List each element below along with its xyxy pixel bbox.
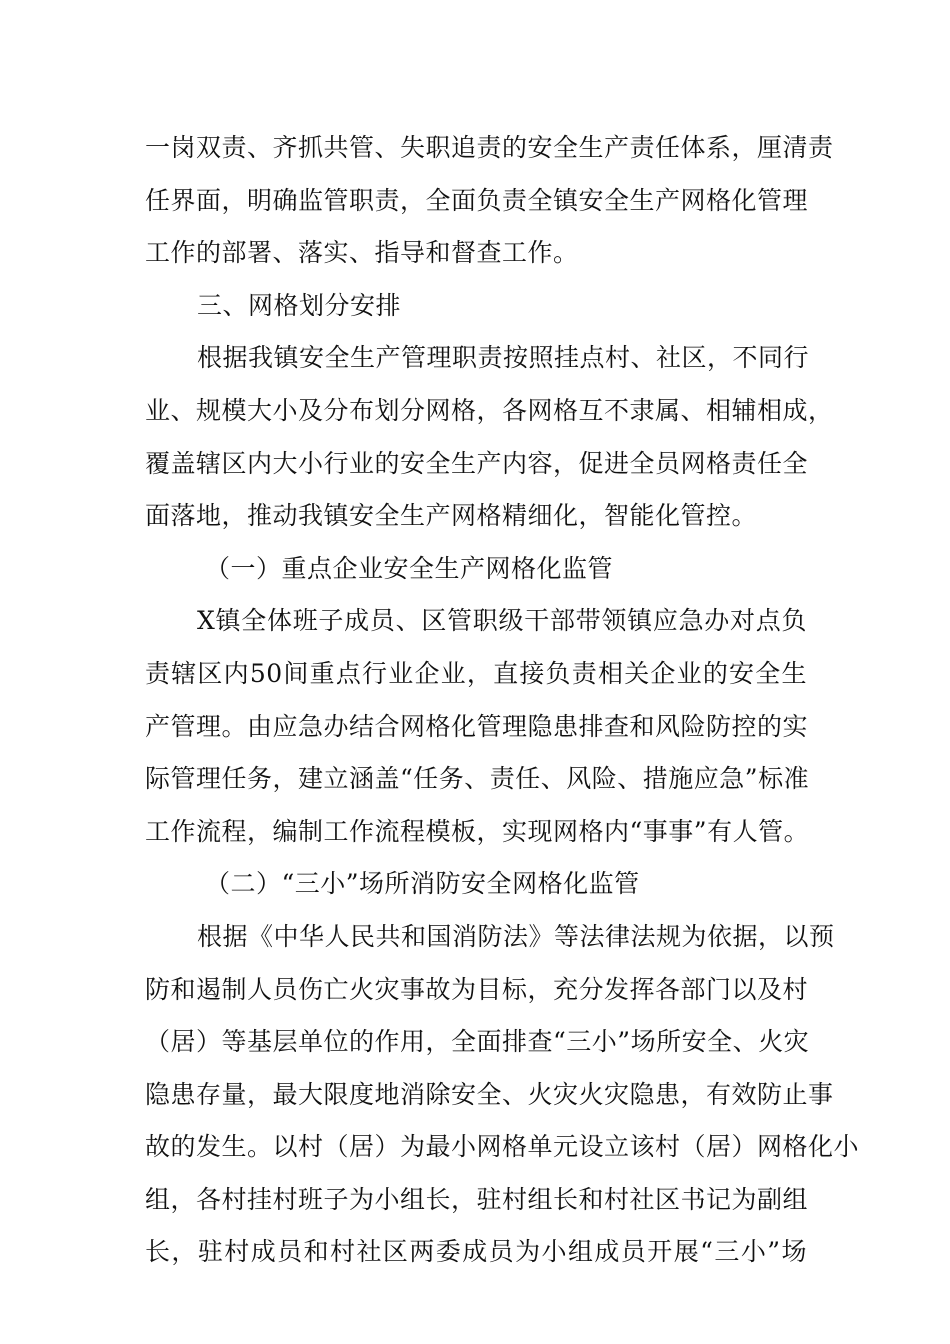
paragraph-line: 产管理。由应急办结合网格化管理隐患排查和风险防控的实 xyxy=(145,711,809,741)
paragraph-line: 根据我镇安全生产管理职责按照挂点村、社区，不同行 xyxy=(197,343,810,373)
paragraph-line: 故的发生。以村（居）为最小网格单元设立该村（居）网格化小 xyxy=(145,1132,860,1162)
paragraph-line: 业、规模大小及分布划分网格，各网格互不隶属、相辅相成， xyxy=(145,395,834,425)
paragraph-line: 隐患存量，最大限度地消除安全、火灾火灾隐患，有效防止事 xyxy=(145,1079,834,1109)
paragraph-line: 根据《中华人民共和国消防法》等法律法规为依据，以预 xyxy=(197,921,835,951)
section-heading: 三、网格划分安排 xyxy=(197,290,402,320)
subsection-heading: （二）“三小”场所消防安全网格化监管 xyxy=(205,869,640,899)
paragraph-line: 一岗双责、齐抓共管、失职追责的安全生产责任体系，厘清责 xyxy=(145,133,834,162)
paragraph-line: 际管理任务，建立涵盖“任务、责任、风险、措施应急”标准 xyxy=(145,764,810,794)
paragraph-line: X镇全体班子成员、区管职级干部带领镇应急办对点负 xyxy=(197,606,807,636)
paragraph-line: 工作流程，编制工作流程模板，实现网格内“事事”有人管。 xyxy=(145,816,810,846)
paragraph-line: 组，各村挂村班子为小组长，驻村组长和村社区书记为副组 xyxy=(145,1184,809,1214)
paragraph-line: 覆盖辖区内大小行业的安全生产内容，促进全员网格责任全 xyxy=(145,448,809,478)
paragraph-line: （居）等基层单位的作用，全面排查“三小”场所安全、火灾 xyxy=(145,1027,810,1057)
paragraph-line: 责辖区内50间重点行业企业，直接负责相关企业的安全生 xyxy=(145,658,807,688)
subsection-heading: （一）重点企业安全生产网格化监管 xyxy=(205,553,614,583)
paragraph-line: 防和遏制人员伤亡火灾事故为目标，充分发挥各部门以及村 xyxy=(145,974,809,1004)
paragraph-line: 任界面，明确监管职责，全面负责全镇安全生产网格化管理 xyxy=(145,185,809,215)
document-body xyxy=(145,122,860,1279)
paragraph-line: 面落地，推动我镇安全生产网格精细化，智能化管控。 xyxy=(145,501,758,531)
paragraph-line: 长，驻村成员和村社区两委成员为小组成员开展“三小”场 xyxy=(145,1237,807,1267)
paragraph-line: 工作的部署、落实、指导和督查工作。 xyxy=(145,238,579,268)
